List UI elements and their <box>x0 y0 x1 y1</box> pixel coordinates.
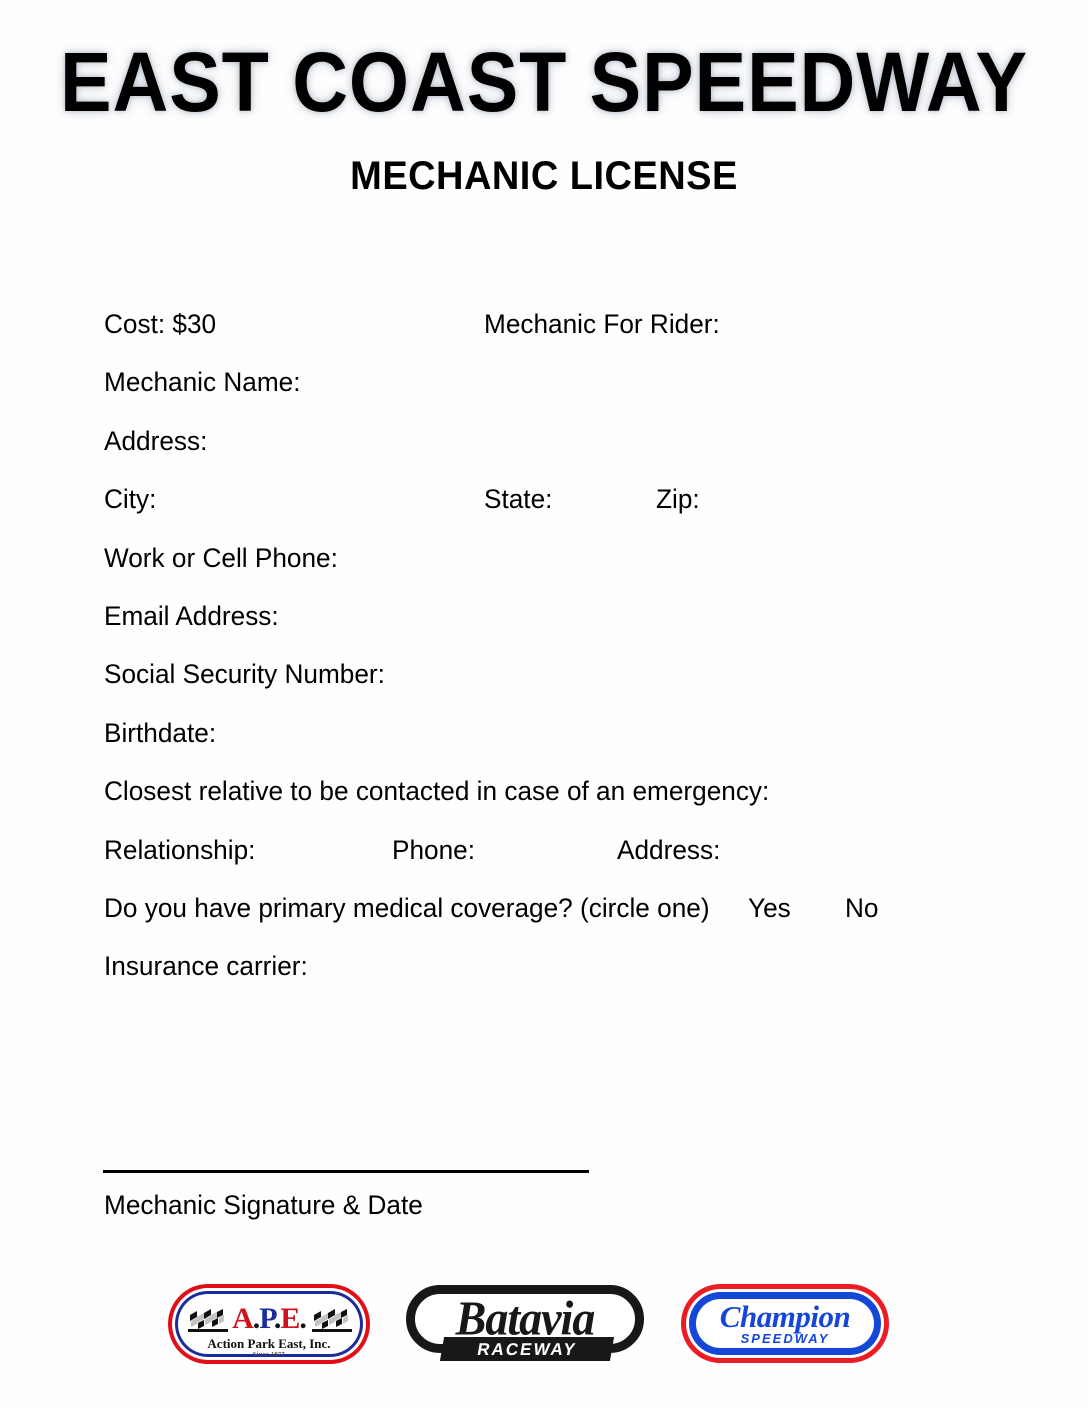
batavia-subtitle: RACEWAY <box>475 1340 579 1359</box>
form-row-mechanic-name <box>104 365 1004 423</box>
ape-dot-3: . <box>299 1302 306 1335</box>
label-email-address: Email Address: <box>104 600 279 631</box>
label-emergency-phone: Phone: <box>392 834 476 865</box>
form-fields <box>104 307 1004 1008</box>
ape-letters <box>178 1304 360 1334</box>
label-social-security-number: Social Security Number: <box>104 659 385 690</box>
form-row-medical-coverage <box>104 891 1004 949</box>
champion-speedway-logo <box>681 1284 889 1363</box>
label-work-or-cell-phone: Work or Cell Phone: <box>104 542 338 573</box>
ape-logo-face <box>178 1294 360 1358</box>
option-yes[interactable]: Yes <box>748 892 791 923</box>
option-no[interactable]: No <box>845 892 879 923</box>
ape-logo <box>168 1284 370 1364</box>
label-address: Address: <box>104 425 208 456</box>
champion-name: Champion <box>719 1299 851 1334</box>
form-row-cost <box>104 307 1004 365</box>
batavia-name: Batavia <box>455 1290 595 1345</box>
form-row-ssn <box>104 657 1004 715</box>
label-emergency-contact-header: Closest relative to be contacted in case of an emergency: <box>104 776 770 807</box>
form-row-birthdate <box>104 716 1004 774</box>
champion-subtitle: SPEEDWAY <box>740 1331 830 1346</box>
label-cost: Cost: $30 <box>104 309 217 339</box>
champion-logo-face <box>696 1299 874 1348</box>
form-row-email <box>104 599 1004 657</box>
signature-line[interactable] <box>103 1170 589 1173</box>
champion-white-ring <box>686 1289 884 1358</box>
ape-blue-ring <box>175 1291 363 1357</box>
ape-white-ring <box>172 1288 366 1360</box>
sponsor-logos <box>0 1283 1088 1373</box>
label-mechanic-name: Mechanic Name: <box>104 367 301 398</box>
label-state: State: <box>484 484 553 515</box>
champion-blue-ring <box>689 1292 881 1355</box>
ape-letter-p: P <box>259 1302 274 1335</box>
page-title: EAST COAST SPEEDWAY <box>60 35 1028 129</box>
label-emergency-address: Address: <box>617 834 721 865</box>
label-city: City: <box>104 484 157 515</box>
ape-subtitle: Action Park East, Inc. <box>207 1336 331 1351</box>
form-row-address <box>104 424 1004 482</box>
signature-label: Mechanic Signature & Date <box>104 1190 423 1220</box>
form-row-relationship <box>104 833 1004 891</box>
ape-dot-2: . <box>273 1302 281 1335</box>
page-subtitle: MECHANIC LICENSE <box>350 154 738 198</box>
ape-letter-e: E <box>280 1302 300 1335</box>
label-birthdate: Birthdate: <box>104 717 217 748</box>
form-row-city-state-zip <box>104 482 1004 540</box>
label-zip: Zip: <box>656 484 700 515</box>
batavia-raceway-logo <box>406 1283 644 1365</box>
form-row-insurance-carrier <box>104 949 1004 1007</box>
ape-tagline: Since 1977 <box>252 1352 286 1358</box>
label-mechanic-for-rider: Mechanic For Rider: <box>484 309 720 339</box>
label-medical-coverage-question: Do you have primary medical coverage? (circle one) <box>104 892 710 923</box>
form-row-phone <box>104 541 1004 599</box>
label-insurance-carrier: Insurance carrier: <box>104 951 308 982</box>
ape-dot-1: . <box>252 1302 260 1335</box>
ape-letter-a: A <box>232 1302 253 1335</box>
form-row-emergency-header <box>104 774 1004 832</box>
label-relationship: Relationship: <box>104 834 256 865</box>
